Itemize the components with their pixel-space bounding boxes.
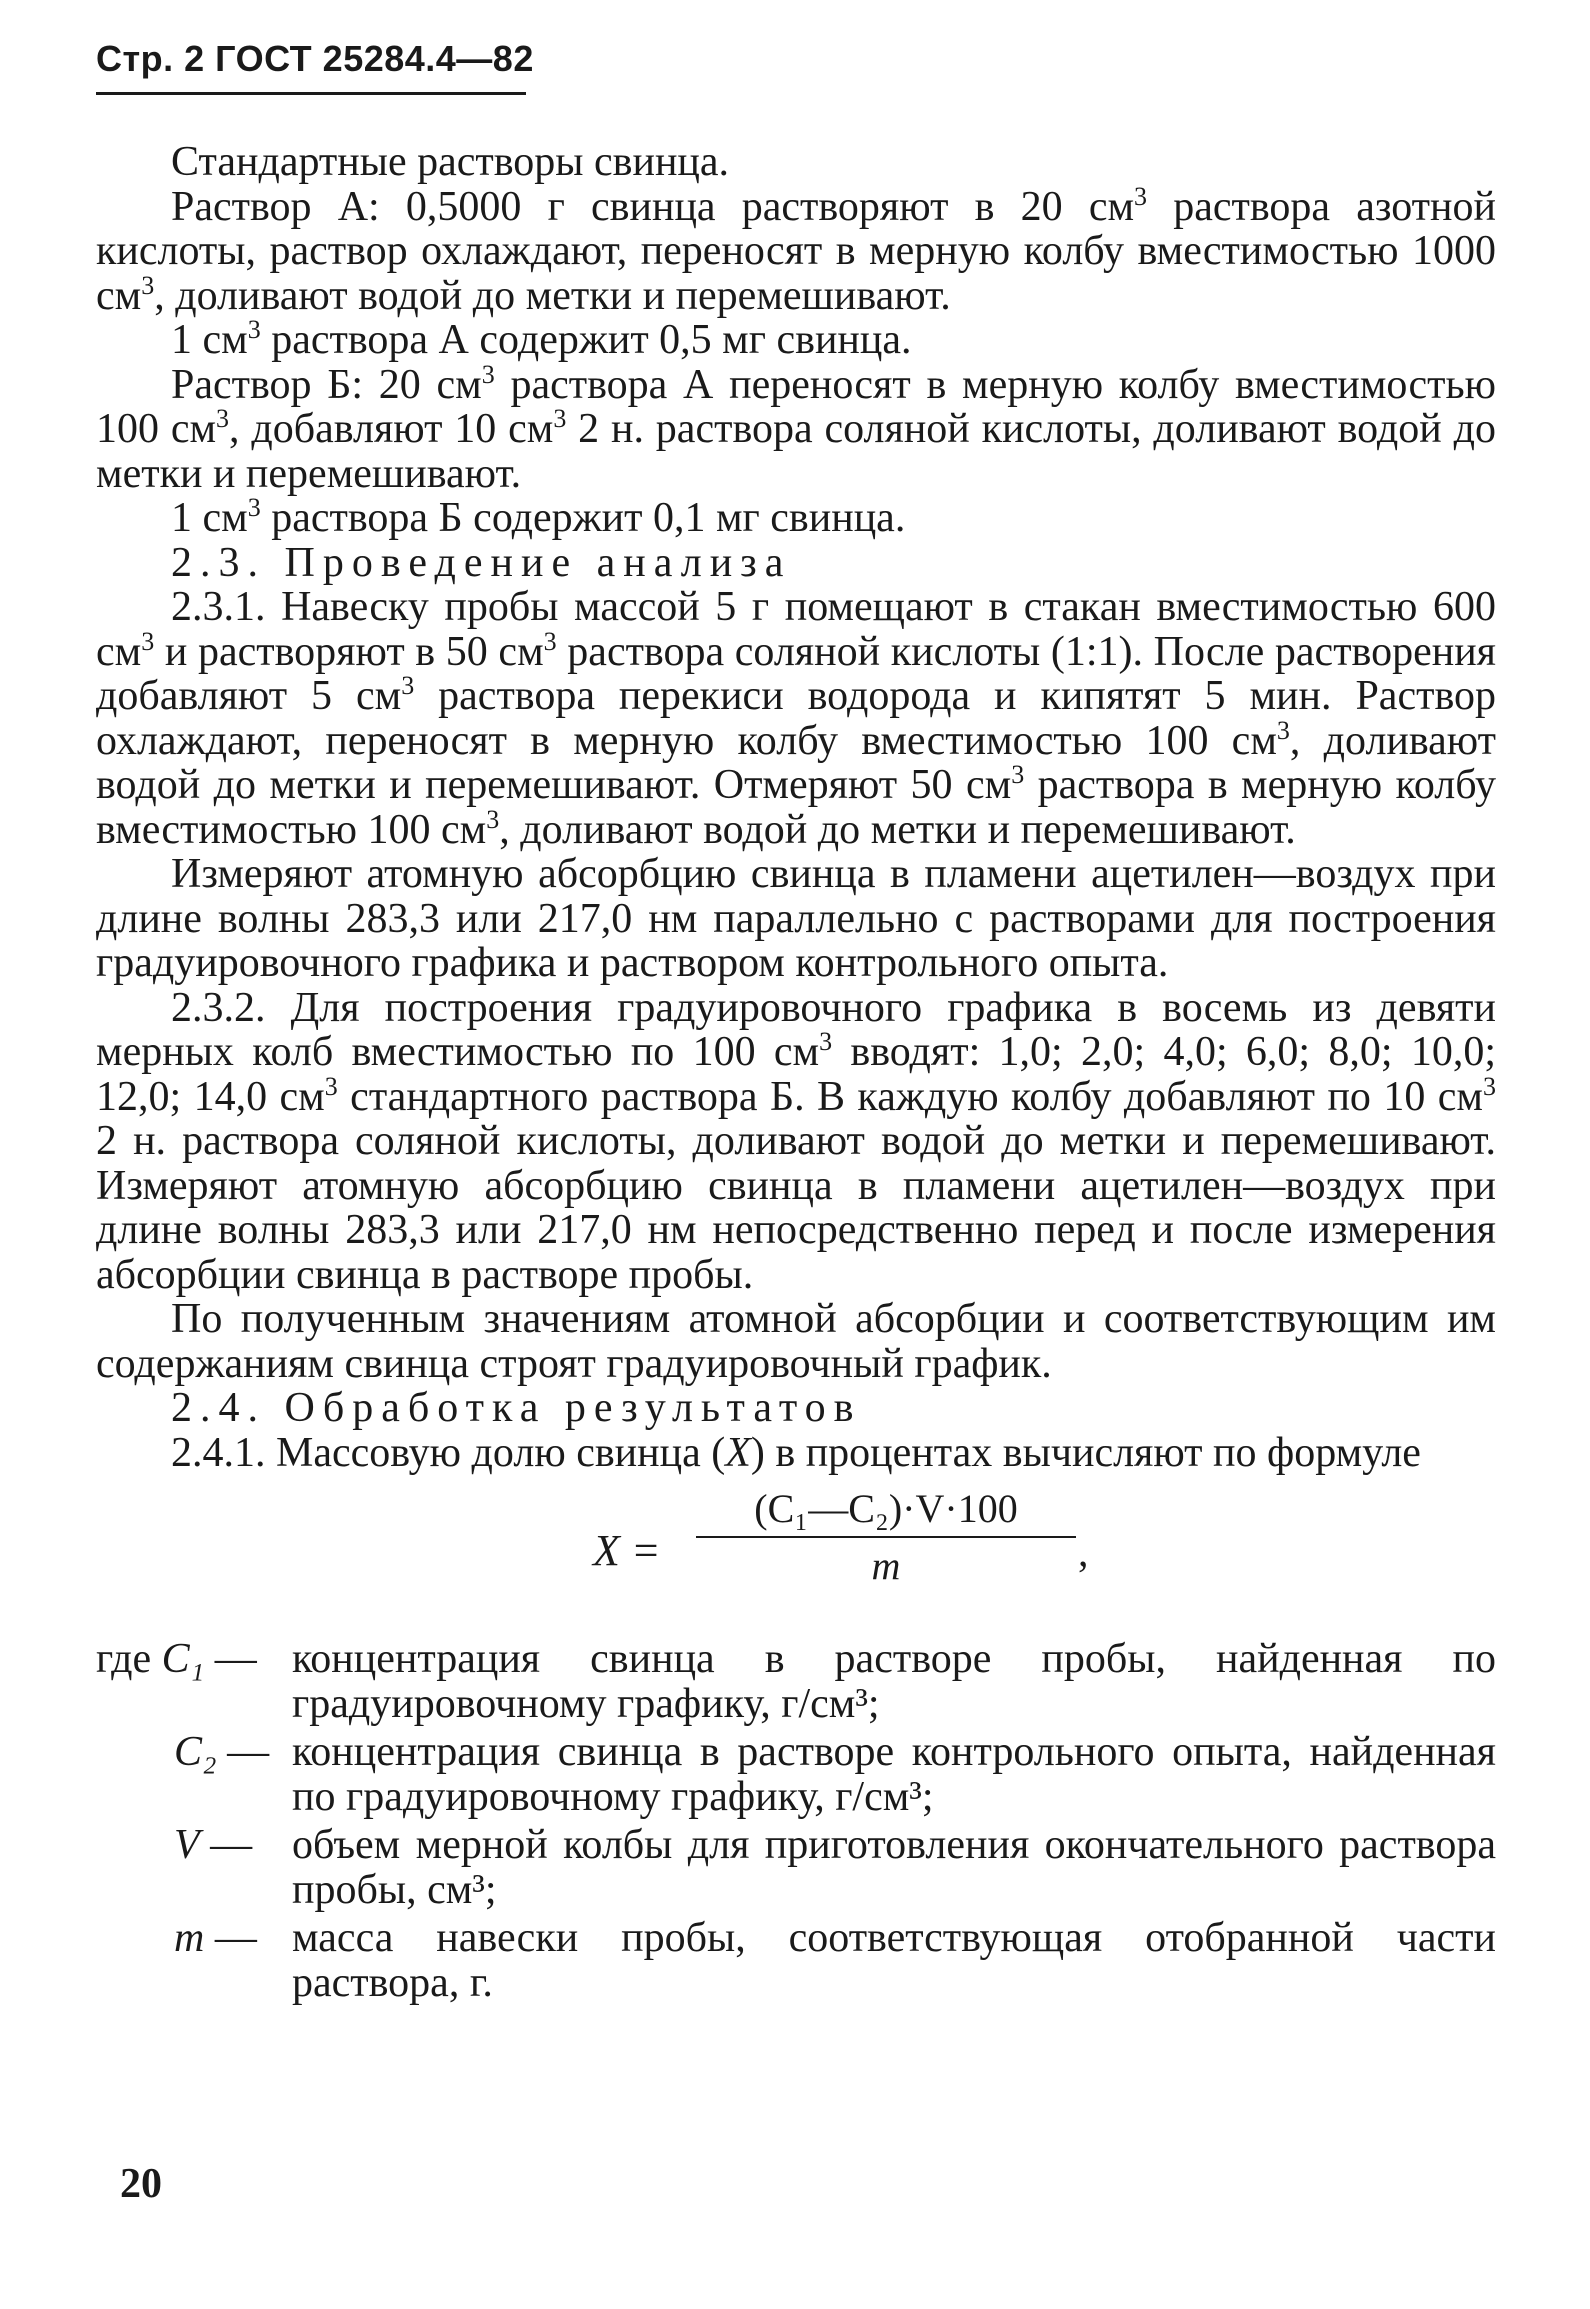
text: 2.4.1. Массовую долю свинца ( [171, 1429, 726, 1476]
superscript: 3 [1134, 181, 1148, 211]
page-number: 20 [120, 2161, 162, 2207]
text: , доливают водой до метки и перемешивают. Отмеряют 50 см [96, 717, 1496, 808]
superscript: 3 [1276, 715, 1290, 745]
text: вводят: 1,0; 2,0; 4,0; 6,0; 8,0; 10,0; 12,0; 14,0 см [96, 1029, 1496, 1120]
definition-text: объем мерной колбы для приготовления окончательного раствора пробы, см³; [292, 1822, 1496, 1913]
document-body [96, 140, 1496, 2009]
paragraph-solution-b [96, 359, 1496, 497]
superscript: 3 [247, 493, 261, 522]
text: 2 н. раствора соляной кислоты, доливают водой до метки и перемешивают. Измеряют атомную абсорбцию свинца в пламени ацетилен—воздух при длине волны 283,3 или 217,0 нм непосредственно перед и после измерения абсорбции свинца в растворе пробы. [96, 1118, 1496, 1298]
paragraph-solution-a-content [96, 315, 1496, 363]
paragraph-2-3-1 [96, 585, 1496, 852]
symbol: C₁ [161, 1636, 205, 1682]
formula-comma: , [1078, 1530, 1089, 1576]
superscript: 3 [216, 404, 230, 433]
paragraph-calibration-graph: По полученным значениям атомной абсорбции и соответствующим им содержаниям свинца строят градуировочный график. [96, 1296, 1496, 1387]
formula-fraction [696, 1487, 1076, 1588]
paragraph-standard-solutions [96, 140, 1496, 185]
superscript: 3 [481, 359, 495, 389]
symbol: m [174, 1915, 205, 1961]
superscript: 3 [1483, 1071, 1497, 1101]
text: Стандартные растворы свинца. [171, 139, 730, 185]
symbol: C₂ [174, 1729, 217, 1775]
text: 1 см [171, 317, 248, 363]
text: 1 см [171, 495, 248, 541]
symbol: V [174, 1822, 200, 1868]
dash: — [199, 1822, 253, 1868]
text: 2.3.2. Для построения градуировочного графика в восемь из девяти мерных колб вместимостью по 100 см [96, 984, 1496, 1075]
formula-lhs: X = [593, 1526, 661, 1575]
text: Раствор А: 0,5000 г свинца растворяют в 20 см [171, 183, 1135, 230]
superscript: 3 [141, 626, 155, 656]
superscript: 3 [486, 804, 500, 834]
paragraph-measure-absorption: Измеряют атомную абсорбцию свинца в пламени ацетилен—воздух при длине волны 283,3 или 217,0 нм параллельно с растворами для построения градуировочного графика и раствором контрольного опыта. [96, 851, 1496, 986]
paragraph-solution-a [96, 181, 1496, 319]
definition-lead [96, 1637, 292, 1682]
where-word: где [96, 1636, 152, 1682]
text: Раствор Б: 20 см [171, 361, 482, 408]
superscript: 3 [401, 671, 415, 700]
text: раствора А переносят в мерную колбу вместимостью 100 см [96, 361, 1496, 452]
variable-x: X [725, 1429, 751, 1476]
definition-text: концентрация свинца в растворе пробы, найденная по градуировочному графику, г/см³; [292, 1636, 1496, 1727]
text: , доливают водой до метки и перемешивают. [499, 806, 1296, 853]
superscript: 3 [1011, 760, 1025, 789]
definition-v [96, 1823, 1496, 1912]
text: , доливают водой до метки и перемешивают. [154, 272, 951, 319]
text: 2.3.1. Навеску пробы массой 5 г помещают в стакан вместимостью 600 см [96, 584, 1496, 675]
text: ) в процентах вычисляют по формуле [750, 1429, 1421, 1476]
text: , добавляют 10 см [229, 406, 554, 452]
paragraph-solution-b-content [96, 493, 1496, 541]
header-rule [96, 92, 526, 95]
text: и растворяют в 50 см [154, 628, 544, 675]
text: раствора Б содержит 0,1 мг свинца. [260, 495, 906, 541]
definition-text: масса навески пробы, соответствующая отобранной части раствора, г. [292, 1915, 1496, 2006]
definition-text: концентрация свинца в растворе контрольного опыта, найденная по градуировочному графику, г/см³; [292, 1729, 1496, 1820]
text: раствора в мерную колбу вместимостью 100 см [96, 762, 1496, 853]
section-heading-2-4: 2.4. Обработка результатов [171, 1385, 862, 1431]
formula-denominator: m [871, 1542, 901, 1588]
superscript: 3 [324, 1071, 338, 1101]
fraction-bar [696, 1536, 1076, 1538]
text: стандартного раствора Б. В каждую колбу добавляют по 10 см [337, 1073, 1484, 1120]
superscript: 3 [819, 1027, 833, 1056]
definition-lead [96, 1916, 370, 1961]
dash: — [204, 1636, 257, 1682]
section-heading-2-3: 2.3. Проведение анализа [171, 539, 792, 586]
text: раствора соляной кислоты (1:1). После растворения добавляют 5 см [96, 628, 1496, 719]
superscript: 3 [553, 404, 567, 433]
superscript: 3 [141, 270, 155, 300]
mass-fraction-formula [96, 1487, 1496, 1617]
superscript: 3 [543, 626, 557, 656]
dash: — [216, 1729, 270, 1775]
text: раствора А содержит 0,5 мг свинца. [260, 317, 912, 363]
text: 2 н. раствора соляной кислоты, доливают водой до метки и перемешивают. [96, 406, 1496, 497]
definition-c1 [96, 1637, 1496, 1726]
paragraph-2-4-1 [96, 1431, 1496, 1476]
superscript: 3 [247, 315, 261, 344]
paragraph-2-3-2 [96, 986, 1496, 1298]
formula-numerator: (C₁—C₂)·V·100 [754, 1486, 1018, 1531]
definition-lead [96, 1730, 370, 1775]
definition-m [96, 1916, 1496, 2005]
dash: — [204, 1915, 257, 1961]
definition-c2 [96, 1730, 1496, 1819]
text: раствора азотной кислоты, раствор охлаждают, переносят в мерную колбу вместимостью 1000 см [96, 183, 1496, 319]
page-header: Стр. 2 ГОСТ 25284.4—82 [96, 38, 534, 79]
definition-lead [96, 1823, 370, 1868]
variable-definitions [96, 1637, 1496, 2005]
text: раствора перекиси водорода и кипятят 5 мин. Раствор охлаждают, переносят в мерную колбу вместимостью 100 см [96, 673, 1496, 764]
